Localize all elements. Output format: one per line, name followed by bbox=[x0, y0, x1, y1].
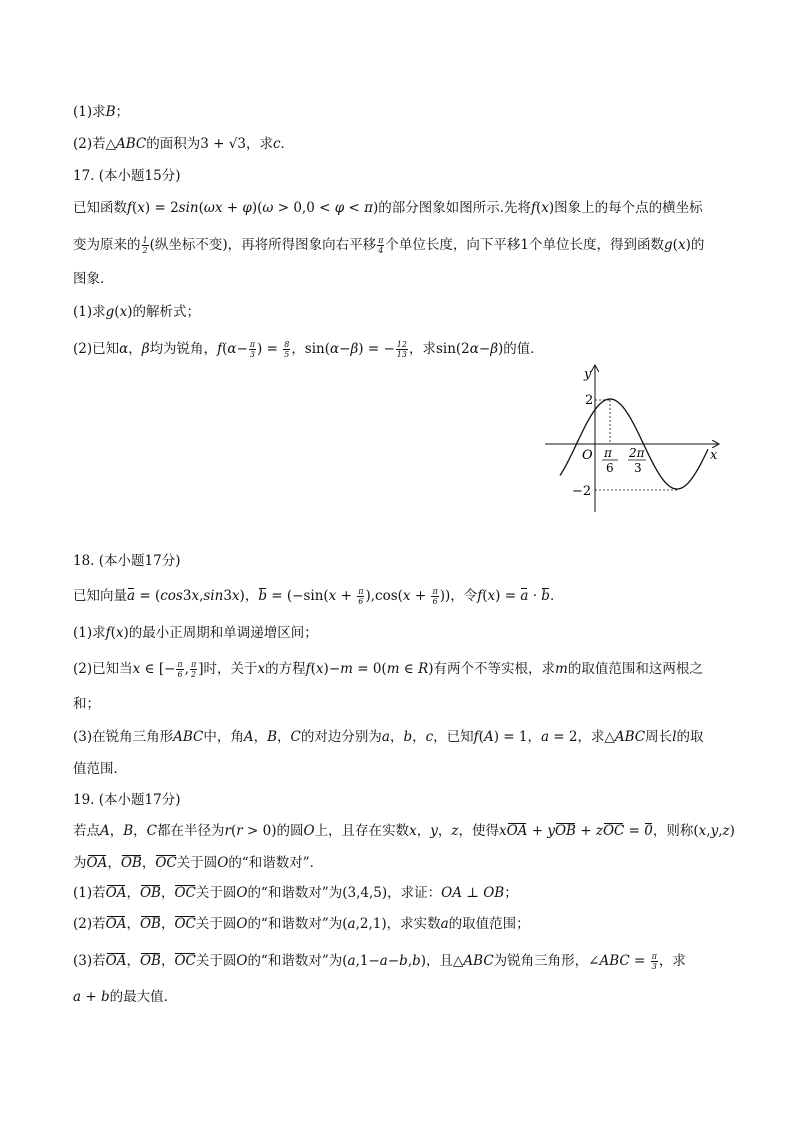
q17-stem-line1: 已知函数f(x) = 2sin(ωx + φ)(ω > 0,0 < φ < π)的部分图象如图所示.先将f(x)图象上的每个点的横坐标 bbox=[73, 200, 703, 216]
q18-part3-line2: 值范围． bbox=[73, 761, 127, 777]
sine-graph bbox=[540, 362, 725, 517]
q17-part1: (1)求g(x)的解析式； bbox=[73, 304, 200, 320]
q16-part2: (2)若△ABC的面积为3 + √3，求c． bbox=[73, 136, 295, 152]
q18-header: 18. (本小题17分) bbox=[73, 553, 181, 569]
q19-part3-line2: a + b的最大值． bbox=[73, 989, 178, 1005]
tick1-denominator: 6 bbox=[606, 461, 614, 475]
q19-part1: (1)若OA，OB，OC关于圆O的“和谐数对”为(3,4,5)，求证：OA ⊥ OB； bbox=[73, 885, 518, 901]
y-axis-label: y bbox=[584, 367, 592, 382]
q19-stem-line1: 若点A，B，C都在半径为r(r > 0)的圆O上，且存在实数x，y，z，使得xOA + yOB + zOC = 0，则称(x,y,z) bbox=[73, 823, 735, 839]
tick1-numerator: π bbox=[604, 446, 612, 460]
q19-part3-line1: (3)若OA，OB，OC关于圆O的“和谐数对”为(a,1−a−b,b)，且△ABC为锐角三角形，∠ABC = $\frac{\pi}{3}$ ，求 bbox=[73, 952, 686, 971]
q17-stem-line2: 变为原来的 $\frac{1}{2}$ (纵坐标不变)，再将所得图象向右平移 $\frac{\pi}{4}$ 个单位长度，向下平移1个单位长度，得到函数g(x)的 bbox=[73, 236, 705, 255]
q16-part1: (1)求B； bbox=[73, 104, 130, 120]
q18-part2-line2: 和； bbox=[73, 696, 100, 712]
q19-part2: (2)若OA，OB，OC关于圆O的“和谐数对”为(a,2,1)，求实数a的取值范围； bbox=[73, 916, 530, 932]
origin-label: O bbox=[582, 448, 593, 463]
q19-stem-line2: 为OA，OB，OC关于圆O的“和谐数对”． bbox=[73, 855, 324, 871]
q18-stem: 已知向量a = (cos3x,sin3x)，b = (−sin(x + $\frac{\pi}{6}$ ),cos(x + $\frac{\pi}{6}$ ))，令f(x) = a · b． bbox=[73, 587, 564, 606]
max-value-label: 2 bbox=[585, 393, 594, 408]
q18-part3-line1: (3)在锐角三角形ABC中，角A，B，C的对边分别为a，b，c，已知f(A) = 1，a = 2，求△ABC周长l的取 bbox=[73, 729, 704, 745]
min-value-label: −2 bbox=[572, 484, 592, 499]
tick2-numerator: 2π bbox=[629, 446, 645, 460]
tick2-denominator: 3 bbox=[634, 461, 642, 475]
q18-part2-line1: (2)已知当x ∈ [− $\frac{\pi}{6}$ , $\frac{\pi}{2}$ ]时，关于x的方程f(x)−m = 0(m ∈ R)有两个不等实根，求m的取值范围和这两根之 bbox=[73, 660, 703, 679]
q17-header: 17. (本小题15分) bbox=[73, 168, 181, 184]
q18-part1: (1)求f(x)的最小正周期和单调递增区间； bbox=[73, 625, 318, 641]
q17-part2: (2)已知α，β均为锐角，f(α− $\frac{\pi}{3}$ ) = $\frac{8}{5}$ ，sin(α−β) = − $\frac{12}{13}$ ，求sin(2α−β)的值． bbox=[73, 340, 544, 359]
q17-stem-line3: 图象． bbox=[73, 271, 114, 287]
x-axis-label: x bbox=[710, 448, 718, 463]
q19-header: 19. (本小题17分) bbox=[73, 792, 181, 808]
